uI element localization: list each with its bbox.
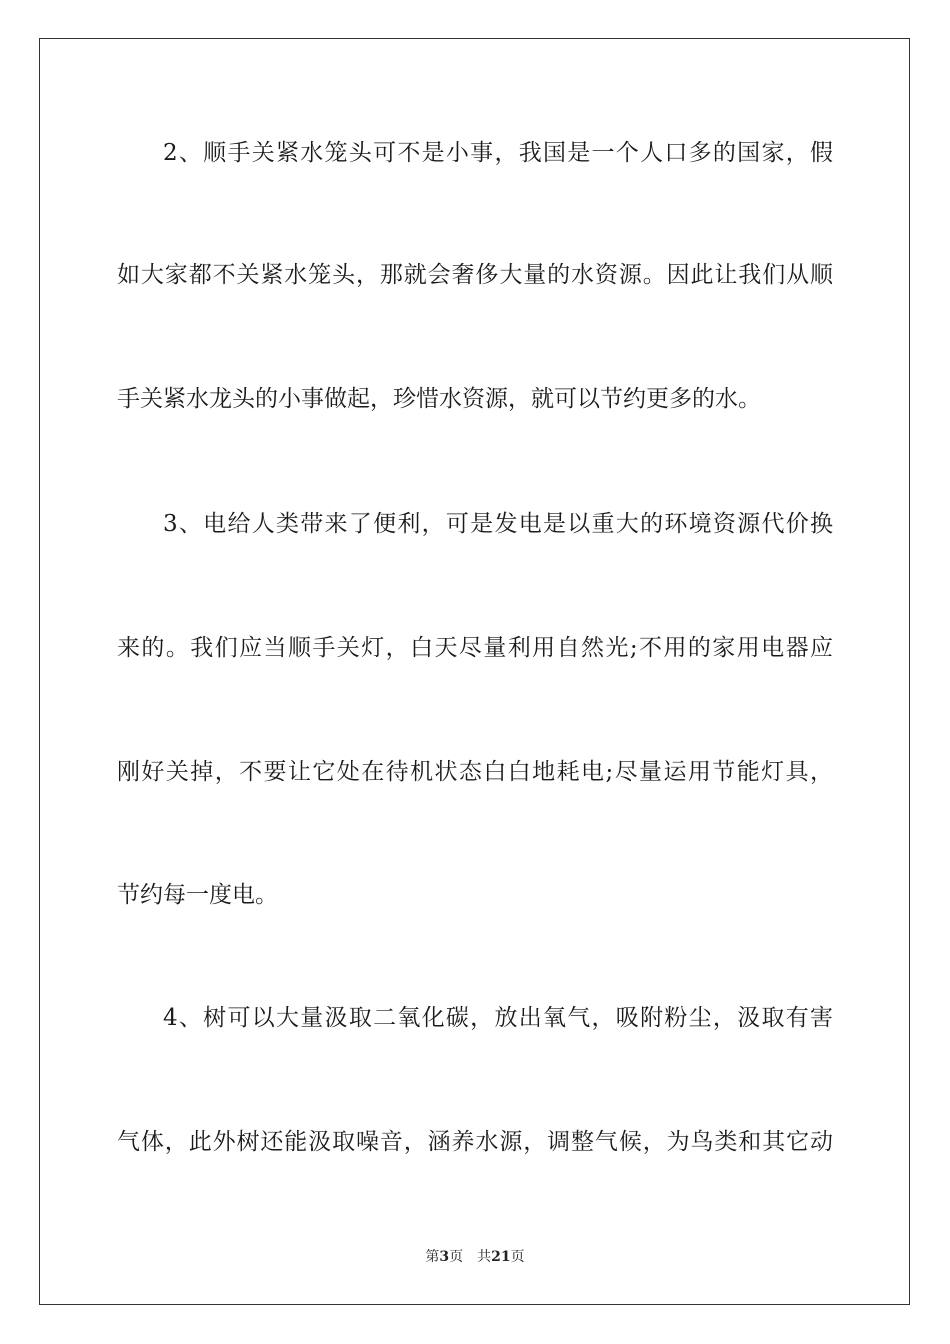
text-line: 如大家都不关紧水笼头，那就会奢侈大量的水资源。因此让我们从顺 — [117, 262, 833, 288]
page-prefix: 第 — [425, 1249, 440, 1265]
text-line: 刚好关掉，不要让它处在待机状态白白地耗电;尽量运用节能灯具， — [117, 759, 833, 785]
page-footer — [0, 1247, 950, 1267]
text-line: 来的。我们应当顺手关灯，白天尽量利用自然光;不用的家用电器应 — [117, 635, 833, 661]
page-border — [39, 38, 910, 1305]
total-pages: 21 — [491, 1249, 511, 1265]
text-line: 2、顺手关紧水笼头可不是小事，我国是一个人口多的国家，假 — [163, 140, 833, 166]
page-suffix: 页 — [449, 1249, 464, 1265]
total-prefix: 共 — [477, 1249, 492, 1265]
text-line: 4、树可以大量汲取二氧化碳，放出氧气，吸附粉尘，汲取有害 — [163, 1005, 833, 1031]
total-suffix: 页 — [510, 1249, 525, 1265]
text-line: 手关紧水龙头的小事做起，珍惜水资源，就可以节约更多的水。 — [117, 386, 761, 412]
text-line: 节约每一度电。 — [117, 882, 278, 908]
text-line: 气体，此外树还能汲取噪音，涵养水源，调整气候，为鸟类和其它动 — [117, 1129, 833, 1155]
text-line: 3、电给人类带来了便利，可是发电是以重大的环境资源代价换 — [163, 511, 833, 537]
page-number: 3 — [439, 1249, 450, 1265]
